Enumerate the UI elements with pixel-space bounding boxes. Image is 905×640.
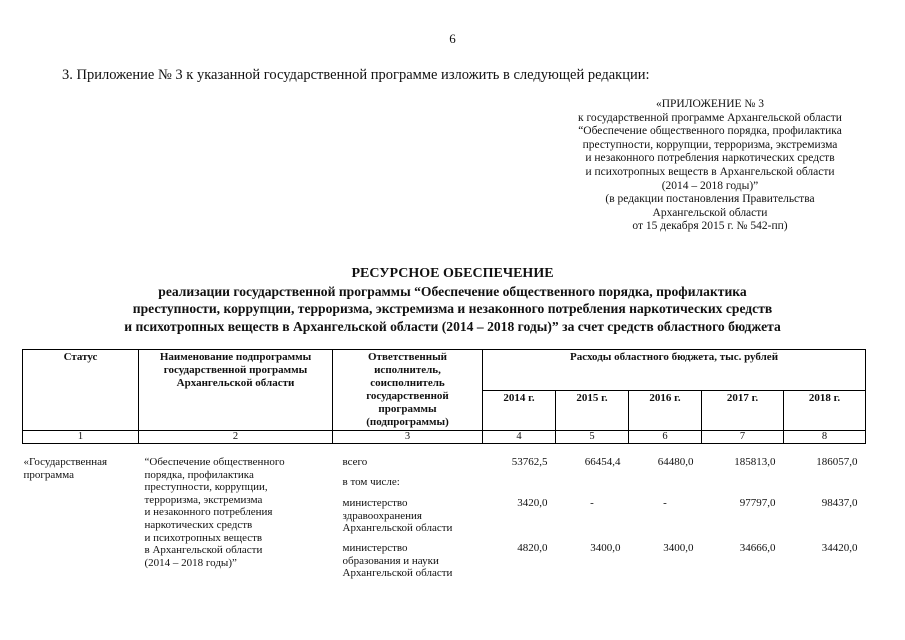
value-cell: - xyxy=(590,497,594,510)
budget-table xyxy=(22,349,866,581)
column-number: 6 xyxy=(629,431,702,444)
appendix-line: (в редакции постановления Правительства xyxy=(605,193,815,206)
value-cell xyxy=(784,470,866,490)
appendix-line: к государственной программе Архангельской области xyxy=(578,111,842,124)
column-number: 3 xyxy=(333,431,483,444)
title-line: реализации государственной программы “Обеспечение общественного порядка, профилактика xyxy=(158,283,747,299)
document-title xyxy=(0,265,905,335)
subprogram-line: (2014 – 2018 годы)” xyxy=(144,556,237,569)
subprogram-line: в Архангельской области xyxy=(144,544,263,557)
executor-line: здравоохранения xyxy=(342,509,422,522)
status-line: программа xyxy=(23,468,75,481)
subprogram-line: наркотических средств xyxy=(144,518,253,531)
column-number: 4 xyxy=(483,431,556,444)
column-number: 1 xyxy=(23,431,139,444)
executor-line: в том числе: xyxy=(342,475,400,488)
executor-cell xyxy=(333,536,483,581)
appendix-line: «ПРИЛОЖЕНИЕ № 3 xyxy=(655,98,764,110)
value-cell xyxy=(629,470,702,490)
table-row xyxy=(23,444,866,470)
appendix-line: от 15 декабря 2015 г. № 542-пп) xyxy=(632,220,788,233)
appendix-line: “Обеспечение общественного порядка, профилактика xyxy=(578,125,842,138)
appendix-line: (2014 – 2018 годы)” xyxy=(661,179,759,192)
value-cell: 186057,0 xyxy=(816,456,858,468)
appendix-header xyxy=(555,98,865,234)
subprogram-line: преступности, коррупции, xyxy=(144,481,268,494)
subprogram-line: и незаконного потребления xyxy=(144,506,273,519)
header-year: 2014 г. xyxy=(483,390,556,431)
subprogram-line: терроризма, экстремизма xyxy=(144,493,263,506)
column-number: 7 xyxy=(702,431,784,444)
status-line: «Государственная xyxy=(23,456,108,468)
header-year: 2015 г. xyxy=(556,390,629,431)
intro-paragraph: 3. Приложение № 3 к указанной государственной программе изложить в следующей редакции: xyxy=(62,67,650,83)
value-cell: 34666,0 xyxy=(739,541,776,554)
title-line: преступности, коррупции, терроризма, экстремизма и незаконного потребления наркотических средств xyxy=(132,301,773,316)
header-subprogram: Наименование подпрограммы государственной программы Архангельской области xyxy=(139,350,333,431)
executor-cell xyxy=(333,489,483,536)
appendix-line: Архангельской области xyxy=(652,206,768,219)
value-cell: 98437,0 xyxy=(821,497,858,510)
page-number: 6 xyxy=(449,31,456,46)
subprogram-cell xyxy=(139,444,333,581)
subprogram-line: и психотропных веществ xyxy=(144,531,263,544)
value-cell: 4820,0 xyxy=(517,541,548,554)
appendix-line: и психотропных веществ в Архангельской области xyxy=(585,165,835,178)
value-cell: 185813,0 xyxy=(734,456,776,468)
executor-line: министерство xyxy=(342,541,408,554)
subprogram-line: порядка, профилактика xyxy=(144,468,254,481)
executor-cell xyxy=(333,444,483,470)
executor-line: образования и науки xyxy=(342,554,439,567)
executor-line: Архангельской области xyxy=(342,567,453,580)
status-cell xyxy=(23,444,139,581)
executor-cell xyxy=(333,470,483,490)
header-year: 2017 г. xyxy=(702,390,784,431)
executor-line: Архангельской области xyxy=(342,522,453,535)
title-main: РЕСУРСНОЕ ОБЕСПЕЧЕНИЕ xyxy=(351,266,554,281)
value-cell: 64480,0 xyxy=(657,456,694,468)
executor-line: министерство xyxy=(342,497,408,510)
column-number: 2 xyxy=(139,431,333,444)
appendix-line: и незаконного потребления наркотических средств xyxy=(585,152,835,165)
header-status: Статус xyxy=(23,350,139,431)
subprogram-line: “Обеспечение общественного xyxy=(144,456,285,468)
title-line: и психотропных веществ в Архангельской области (2014 – 2018 годы)” за счет средств областного бюджета xyxy=(124,318,781,334)
value-cell xyxy=(702,470,784,490)
value-cell: 3400,0 xyxy=(590,541,621,554)
column-number: 8 xyxy=(784,431,866,444)
value-cell: 34420,0 xyxy=(821,541,858,554)
value-cell: 66454,4 xyxy=(584,456,621,468)
value-cell: 53762,5 xyxy=(511,456,548,468)
header-executor: Ответственный исполнитель, соисполнитель государственной программы (подпрограммы) xyxy=(333,350,483,431)
column-number: 5 xyxy=(556,431,629,444)
executor-line: всего xyxy=(342,456,368,468)
value-cell: 3400,0 xyxy=(663,541,694,554)
header-year: 2018 г. xyxy=(784,390,866,431)
header-expenses: Расходы областного бюджета, тыс. рублей xyxy=(483,350,866,391)
header-year: 2016 г. xyxy=(629,390,702,431)
value-cell: 97797,0 xyxy=(739,497,776,510)
value-cell: - xyxy=(663,497,667,510)
appendix-line: преступности, коррупции, терроризма, экстремизма xyxy=(582,138,838,151)
value-cell xyxy=(556,470,629,490)
value-cell xyxy=(483,470,556,490)
value-cell: 3420,0 xyxy=(517,497,548,510)
